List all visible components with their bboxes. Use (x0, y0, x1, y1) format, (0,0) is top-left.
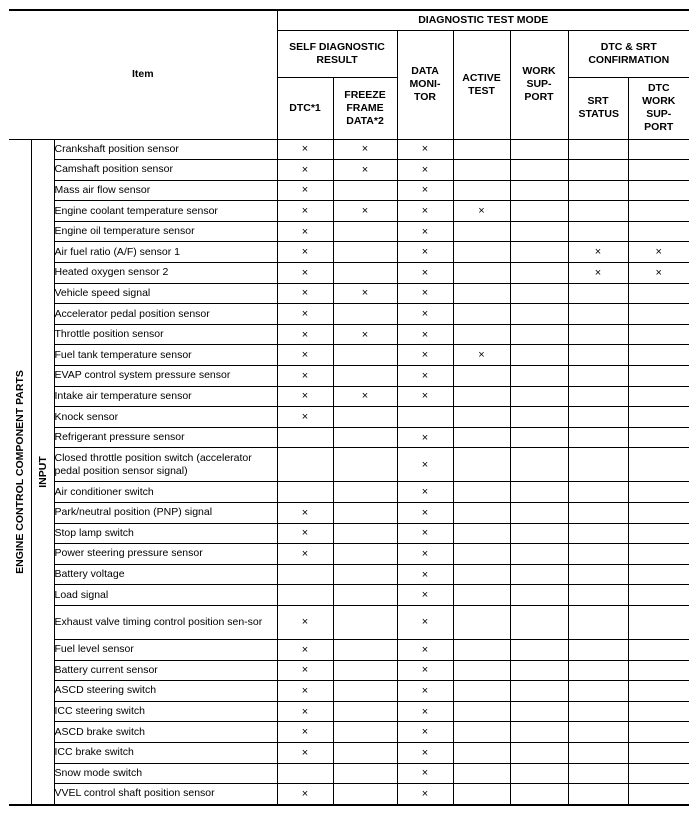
item-name: Stop lamp switch (54, 523, 277, 544)
table-row (9, 605, 689, 639)
empty-cell (453, 564, 510, 585)
applicable-mark: × (397, 763, 453, 784)
applicable-mark: × (277, 242, 333, 263)
empty-cell (333, 722, 397, 743)
empty-cell (568, 345, 628, 366)
applicable-mark: × (397, 221, 453, 242)
empty-cell (453, 701, 510, 722)
table-row (9, 482, 689, 503)
empty-cell (510, 448, 568, 482)
applicable-mark: × (277, 160, 333, 181)
empty-cell (510, 407, 568, 428)
empty-cell (277, 564, 333, 585)
empty-cell (333, 784, 397, 805)
empty-cell (568, 722, 628, 743)
item-name: ICC steering switch (54, 701, 277, 722)
empty-cell (453, 742, 510, 763)
empty-cell (568, 585, 628, 606)
empty-cell (510, 482, 568, 503)
applicable-mark: × (277, 180, 333, 201)
empty-cell (628, 304, 689, 325)
applicable-mark: × (277, 366, 333, 387)
table-row (9, 722, 689, 743)
applicable-mark: × (277, 544, 333, 565)
applicable-mark: × (628, 263, 689, 284)
empty-cell (333, 263, 397, 284)
item-name: Park/neutral position (PNP) signal (54, 503, 277, 524)
applicable-mark: × (277, 639, 333, 660)
empty-cell (628, 742, 689, 763)
table-row (9, 503, 689, 524)
table-row (9, 201, 689, 222)
empty-cell (568, 180, 628, 201)
applicable-mark: × (277, 345, 333, 366)
table-row (9, 523, 689, 544)
applicable-mark: × (397, 324, 453, 345)
empty-cell (568, 324, 628, 345)
empty-cell (453, 544, 510, 565)
applicable-mark: × (397, 681, 453, 702)
empty-cell (628, 605, 689, 639)
empty-cell (510, 160, 568, 181)
empty-cell (568, 639, 628, 660)
category-label: ENGINE CONTROL COMPONENT PARTS (13, 369, 26, 574)
applicable-mark: × (628, 242, 689, 263)
empty-cell (333, 585, 397, 606)
empty-cell (568, 660, 628, 681)
applicable-mark: × (397, 201, 453, 222)
table-row (9, 701, 689, 722)
empty-cell (453, 160, 510, 181)
empty-cell (453, 523, 510, 544)
empty-cell (453, 304, 510, 325)
empty-cell (453, 366, 510, 387)
item-name: Fuel level sensor (54, 639, 277, 660)
applicable-mark: × (333, 201, 397, 222)
empty-cell (628, 407, 689, 428)
applicable-mark: × (277, 722, 333, 743)
applicable-mark: × (397, 784, 453, 805)
item-name: Snow mode switch (54, 763, 277, 784)
empty-cell (333, 304, 397, 325)
applicable-mark: × (277, 660, 333, 681)
applicable-mark: × (333, 324, 397, 345)
table-row (9, 345, 689, 366)
empty-cell (453, 386, 510, 407)
empty-cell (333, 503, 397, 524)
empty-cell (628, 283, 689, 304)
item-name: Fuel tank temperature sensor (54, 345, 277, 366)
empty-cell (510, 701, 568, 722)
empty-cell (510, 180, 568, 201)
applicable-mark: × (397, 482, 453, 503)
empty-cell (568, 139, 628, 160)
dtc-header: DTC*1 (277, 77, 333, 139)
table-row (9, 544, 689, 565)
empty-cell (568, 366, 628, 387)
empty-cell (453, 242, 510, 263)
empty-cell (628, 503, 689, 524)
table-row (9, 180, 689, 201)
empty-cell (568, 160, 628, 181)
item-name: ASCD steering switch (54, 681, 277, 702)
empty-cell (628, 544, 689, 565)
applicable-mark: × (277, 324, 333, 345)
empty-cell (333, 180, 397, 201)
empty-cell (628, 564, 689, 585)
applicable-mark: × (397, 448, 453, 482)
work-support-header: WORK SUP-PORT (510, 30, 568, 139)
empty-cell (333, 701, 397, 722)
empty-cell (568, 283, 628, 304)
empty-cell (628, 784, 689, 805)
table-row (9, 742, 689, 763)
empty-cell (628, 448, 689, 482)
item-name: Air fuel ratio (A/F) sensor 1 (54, 242, 277, 263)
table-row (9, 366, 689, 387)
applicable-mark: × (568, 263, 628, 284)
empty-cell (453, 681, 510, 702)
empty-cell (568, 742, 628, 763)
dtc-srt-confirmation-header: DTC & SRT CONFIRMATION (568, 30, 689, 77)
table-row (9, 427, 689, 448)
table-row (9, 221, 689, 242)
applicable-mark: × (277, 523, 333, 544)
empty-cell (510, 304, 568, 325)
applicable-mark: × (397, 180, 453, 201)
item-name: Vehicle speed signal (54, 283, 277, 304)
item-name: Knock sensor (54, 407, 277, 428)
table-row (9, 639, 689, 660)
table-row (9, 763, 689, 784)
empty-cell (510, 503, 568, 524)
empty-cell (510, 523, 568, 544)
applicable-mark: × (333, 386, 397, 407)
empty-cell (568, 482, 628, 503)
category-cell (9, 139, 31, 805)
applicable-mark: × (333, 139, 397, 160)
empty-cell (510, 784, 568, 805)
applicable-mark: × (277, 605, 333, 639)
empty-cell (628, 180, 689, 201)
applicable-mark: × (333, 160, 397, 181)
empty-cell (277, 482, 333, 503)
self-diagnostic-result-header: SELF DIAGNOSTIC RESULT (277, 30, 397, 77)
empty-cell (333, 448, 397, 482)
applicable-mark: × (397, 160, 453, 181)
empty-cell (453, 324, 510, 345)
empty-cell (568, 407, 628, 428)
applicable-mark: × (277, 221, 333, 242)
empty-cell (333, 639, 397, 660)
empty-cell (628, 160, 689, 181)
applicable-mark: × (277, 701, 333, 722)
applicable-mark: × (277, 681, 333, 702)
empty-cell (510, 605, 568, 639)
empty-cell (510, 544, 568, 565)
applicable-mark: × (397, 503, 453, 524)
empty-cell (333, 742, 397, 763)
empty-cell (568, 544, 628, 565)
applicable-mark: × (397, 523, 453, 544)
item-name: Air conditioner switch (54, 482, 277, 503)
empty-cell (628, 701, 689, 722)
applicable-mark: × (277, 407, 333, 428)
applicable-mark: × (397, 366, 453, 387)
applicable-mark: × (277, 263, 333, 284)
data-monitor-header: DATA MONI-TOR (397, 30, 453, 139)
empty-cell (333, 605, 397, 639)
empty-cell (628, 660, 689, 681)
empty-cell (453, 283, 510, 304)
applicable-mark: × (397, 585, 453, 606)
applicable-mark: × (397, 639, 453, 660)
table-row (9, 324, 689, 345)
applicable-mark: × (333, 283, 397, 304)
item-name: VVEL control shaft position sensor (54, 784, 277, 805)
applicable-mark: × (397, 564, 453, 585)
applicable-mark: × (277, 742, 333, 763)
empty-cell (568, 605, 628, 639)
applicable-mark: × (277, 304, 333, 325)
applicable-mark: × (568, 242, 628, 263)
table-row (9, 386, 689, 407)
subcategory-cell (31, 139, 54, 805)
empty-cell (333, 427, 397, 448)
applicable-mark: × (397, 139, 453, 160)
applicable-mark: × (453, 345, 510, 366)
item-name: Camshaft position sensor (54, 160, 277, 181)
applicable-mark: × (397, 701, 453, 722)
empty-cell (628, 681, 689, 702)
empty-cell (568, 564, 628, 585)
empty-cell (333, 221, 397, 242)
empty-cell (568, 701, 628, 722)
item-name: Refrigerant pressure sensor (54, 427, 277, 448)
applicable-mark: × (277, 283, 333, 304)
empty-cell (628, 585, 689, 606)
item-name: Exhaust valve timing control position sen-sor (54, 605, 277, 639)
subcategory-label: INPUT (36, 455, 49, 488)
item-name: Battery current sensor (54, 660, 277, 681)
empty-cell (453, 139, 510, 160)
empty-cell (397, 407, 453, 428)
empty-cell (453, 639, 510, 660)
applicable-mark: × (397, 660, 453, 681)
applicable-mark: × (277, 139, 333, 160)
empty-cell (628, 201, 689, 222)
item-name: Crankshaft position sensor (54, 139, 277, 160)
item-name: Accelerator pedal position sensor (54, 304, 277, 325)
empty-cell (333, 660, 397, 681)
empty-cell (510, 221, 568, 242)
empty-cell (510, 763, 568, 784)
empty-cell (333, 242, 397, 263)
empty-cell (333, 544, 397, 565)
empty-cell (453, 482, 510, 503)
applicable-mark: × (397, 386, 453, 407)
diagnostic-table-container (9, 9, 689, 806)
empty-cell (453, 407, 510, 428)
table-row (9, 448, 689, 482)
empty-cell (333, 763, 397, 784)
empty-cell (453, 784, 510, 805)
table-row (9, 304, 689, 325)
empty-cell (510, 427, 568, 448)
empty-cell (453, 448, 510, 482)
dtc-work-support-header: DTC WORK SUP-PORT (628, 77, 689, 139)
empty-cell (333, 345, 397, 366)
empty-cell (453, 605, 510, 639)
empty-cell (277, 448, 333, 482)
applicable-mark: × (397, 242, 453, 263)
empty-cell (568, 201, 628, 222)
table-row (9, 660, 689, 681)
empty-cell (277, 585, 333, 606)
applicable-mark: × (397, 742, 453, 763)
applicable-mark: × (277, 386, 333, 407)
item-header: Item (9, 10, 277, 139)
empty-cell (453, 763, 510, 784)
empty-cell (510, 585, 568, 606)
diagnostic-test-mode-table (9, 9, 689, 806)
empty-cell (568, 784, 628, 805)
empty-cell (568, 304, 628, 325)
item-name: Power steering pressure sensor (54, 544, 277, 565)
empty-cell (628, 386, 689, 407)
table-row (9, 585, 689, 606)
empty-cell (510, 201, 568, 222)
empty-cell (453, 503, 510, 524)
applicable-mark: × (397, 304, 453, 325)
empty-cell (510, 283, 568, 304)
applicable-mark: × (397, 605, 453, 639)
item-name: Throttle position sensor (54, 324, 277, 345)
item-name: Battery voltage (54, 564, 277, 585)
empty-cell (453, 585, 510, 606)
item-name: Mass air flow sensor (54, 180, 277, 201)
table-row (9, 139, 689, 160)
empty-cell (568, 427, 628, 448)
empty-cell (333, 407, 397, 428)
item-name: Engine coolant temperature sensor (54, 201, 277, 222)
active-test-header: ACTIVE TEST (453, 30, 510, 139)
item-name: Intake air temperature sensor (54, 386, 277, 407)
table-row (9, 263, 689, 284)
empty-cell (453, 180, 510, 201)
empty-cell (510, 660, 568, 681)
applicable-mark: × (397, 283, 453, 304)
item-name: Heated oxygen sensor 2 (54, 263, 277, 284)
item-name: Engine oil temperature sensor (54, 221, 277, 242)
empty-cell (628, 139, 689, 160)
table-row (9, 242, 689, 263)
empty-cell (568, 221, 628, 242)
empty-cell (628, 523, 689, 544)
empty-cell (333, 482, 397, 503)
empty-cell (453, 263, 510, 284)
empty-cell (628, 482, 689, 503)
empty-cell (628, 221, 689, 242)
empty-cell (628, 366, 689, 387)
empty-cell (568, 503, 628, 524)
table-row (9, 564, 689, 585)
empty-cell (510, 386, 568, 407)
applicable-mark: × (397, 427, 453, 448)
applicable-mark: × (277, 503, 333, 524)
empty-cell (277, 427, 333, 448)
empty-cell (510, 564, 568, 585)
empty-cell (333, 366, 397, 387)
freeze-frame-header: FREEZE FRAME DATA*2 (333, 77, 397, 139)
empty-cell (453, 221, 510, 242)
empty-cell (628, 722, 689, 743)
applicable-mark: × (453, 201, 510, 222)
empty-cell (510, 366, 568, 387)
item-name: Load signal (54, 585, 277, 606)
empty-cell (628, 324, 689, 345)
applicable-mark: × (397, 544, 453, 565)
empty-cell (510, 263, 568, 284)
empty-cell (510, 722, 568, 743)
empty-cell (510, 345, 568, 366)
table-row (9, 784, 689, 805)
empty-cell (568, 523, 628, 544)
table-body (9, 139, 689, 805)
item-name: ASCD brake switch (54, 722, 277, 743)
applicable-mark: × (397, 722, 453, 743)
applicable-mark: × (397, 345, 453, 366)
item-name: Closed throttle position switch (accelerator pedal position sensor signal) (54, 448, 277, 482)
applicable-mark: × (397, 263, 453, 284)
empty-cell (453, 722, 510, 743)
table-row (9, 283, 689, 304)
table-row (9, 407, 689, 428)
srt-status-header: SRT STATUS (568, 77, 628, 139)
empty-cell (510, 742, 568, 763)
empty-cell (568, 681, 628, 702)
empty-cell (568, 386, 628, 407)
empty-cell (628, 639, 689, 660)
empty-cell (568, 763, 628, 784)
applicable-mark: × (277, 784, 333, 805)
item-name: ICC brake switch (54, 742, 277, 763)
empty-cell (453, 427, 510, 448)
empty-cell (628, 427, 689, 448)
table-row (9, 681, 689, 702)
diagnostic-test-mode-header: DIAGNOSTIC TEST MODE (277, 10, 689, 30)
empty-cell (453, 660, 510, 681)
empty-cell (568, 448, 628, 482)
empty-cell (333, 564, 397, 585)
empty-cell (628, 345, 689, 366)
empty-cell (628, 763, 689, 784)
applicable-mark: × (277, 201, 333, 222)
table-row (9, 160, 689, 181)
empty-cell (277, 763, 333, 784)
empty-cell (510, 139, 568, 160)
empty-cell (510, 242, 568, 263)
empty-cell (510, 639, 568, 660)
empty-cell (510, 681, 568, 702)
empty-cell (333, 681, 397, 702)
empty-cell (510, 324, 568, 345)
item-name: EVAP control system pressure sensor (54, 366, 277, 387)
empty-cell (333, 523, 397, 544)
